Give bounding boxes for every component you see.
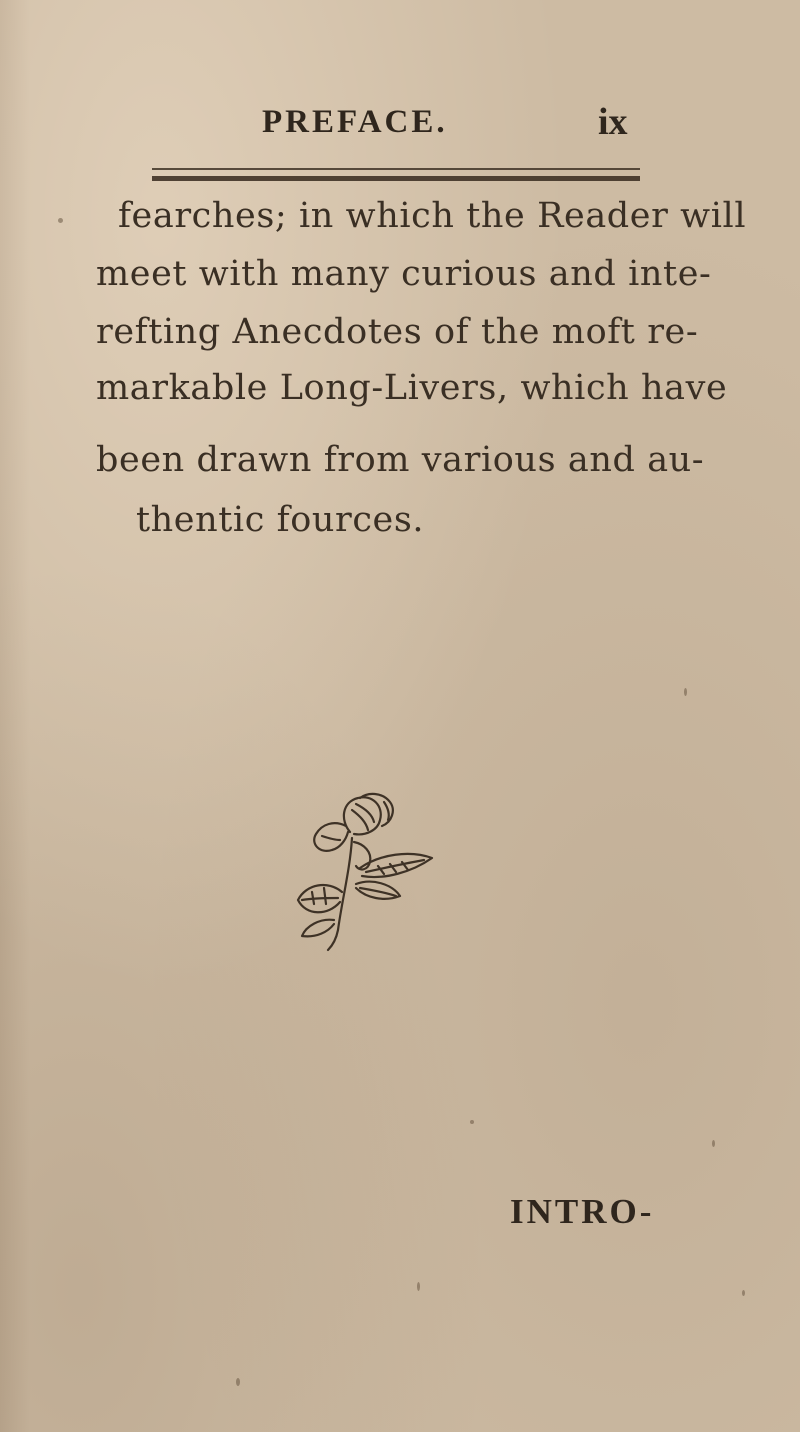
paper-speck xyxy=(712,1140,715,1147)
text-line: refting Anecdotes of the moft re- xyxy=(96,312,699,352)
running-title: PREFACE. xyxy=(262,104,448,140)
paper-speck xyxy=(742,1290,745,1296)
text-line: markable Long-Livers, which have xyxy=(96,368,728,408)
text-line: been drawn from various and au- xyxy=(96,440,705,480)
paper-speck xyxy=(58,218,63,223)
text-line: meet with many curious and inte- xyxy=(96,254,712,294)
floral-sprig-icon xyxy=(280,780,440,955)
paper-speck xyxy=(470,1120,474,1124)
header-rule-thin xyxy=(152,168,640,170)
running-head xyxy=(0,101,800,148)
paper-speck xyxy=(417,1282,420,1291)
paper-speck xyxy=(236,1378,240,1386)
header-rule-thick xyxy=(152,176,640,181)
page-number: ix xyxy=(598,101,628,143)
text-line: fearches; in which the Reader will xyxy=(118,196,747,236)
text-line: thentic fources. xyxy=(136,500,425,540)
catchword: INTRO- xyxy=(510,1192,655,1231)
paper-speck xyxy=(684,688,687,696)
